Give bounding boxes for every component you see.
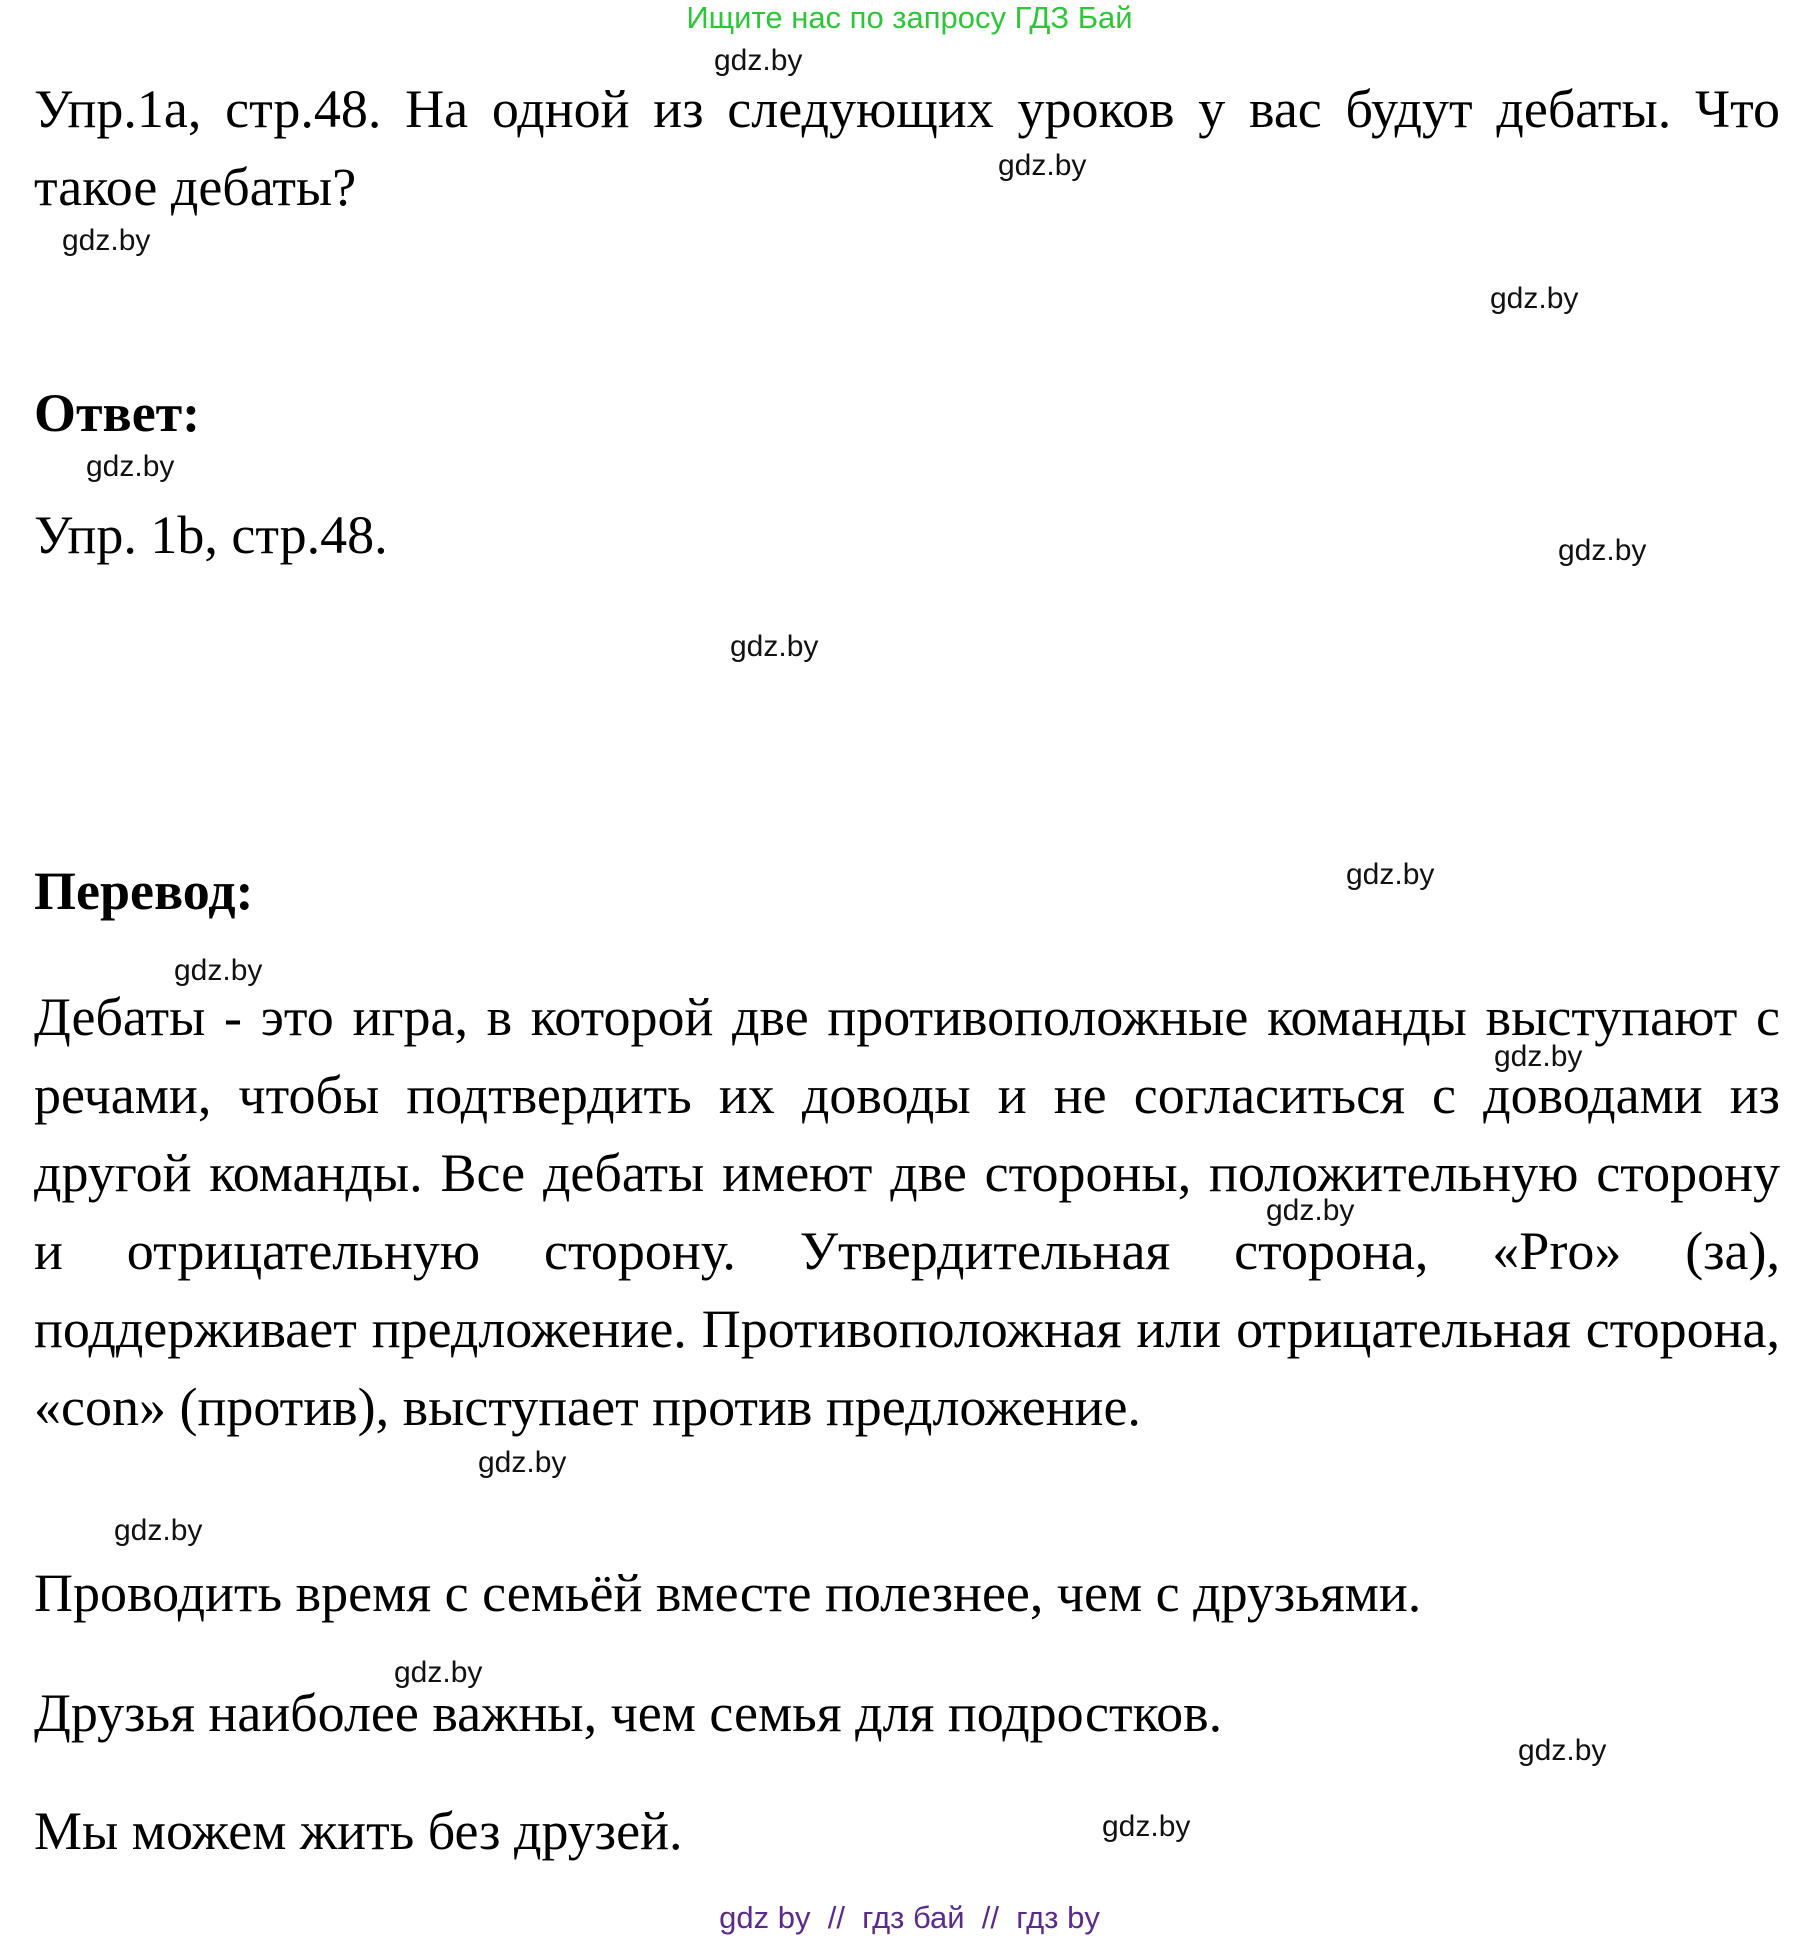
header-banner: Ищите нас по запросу ГДЗ Бай (686, 0, 1133, 35)
statement-1: Проводить время с семьёй вместе полезнее, чем с друзьями. (34, 1563, 1422, 1623)
watermark: gdz.by (1490, 282, 1579, 315)
footer-banner: gdz by // гдз бай // гдз by (719, 1900, 1100, 1935)
answer-heading: Ответ: (34, 383, 201, 443)
translation-paragraph: Дебаты - это игра, в которой две противоположные команды выступают с речами, чтобы подтвердить их доводы и не согласиться с доводами из другой команды. Все дебаты имеют две стороны, положительную сторону и отрицательную сторону. Утвердительная сторона, «Pro» (за), поддерживает предложение. Противоположная или отрицательная сторона, «con» (против), выступает против предложение. (34, 987, 1780, 1437)
watermark: gdz.by (114, 1514, 203, 1547)
watermark: gdz.by (1102, 1810, 1191, 1843)
watermark: gdz.by (1346, 858, 1435, 891)
watermark: gdz.by (478, 1446, 567, 1479)
watermark: gdz.by (62, 224, 151, 257)
watermark: gdz.by (174, 954, 263, 987)
watermark: gdz.by (1518, 1734, 1607, 1767)
exercise-1b-title: Упр. 1b, стр.48. (34, 505, 388, 565)
watermark: gdz.by (1266, 1194, 1355, 1227)
statement-3: Мы можем жить без друзей. (34, 1801, 683, 1861)
watermark: gdz.by (998, 149, 1087, 182)
watermark: gdz.by (394, 1656, 483, 1689)
watermark: gdz.by (86, 450, 175, 483)
watermark: gdz.by (1558, 534, 1647, 567)
statement-2: Друзья наиболее важны, чем семья для подростков. (34, 1683, 1223, 1743)
translation-heading: Перевод: (34, 861, 254, 921)
watermark: gdz.by (714, 44, 803, 77)
exercise-1a-text: Упр.1а, стр.48. На одной из следующих уроков у вас будут дебаты. Что такое дебаты? (34, 79, 1780, 217)
watermark: gdz.by (730, 630, 819, 663)
watermark: gdz.by (1494, 1040, 1583, 1073)
